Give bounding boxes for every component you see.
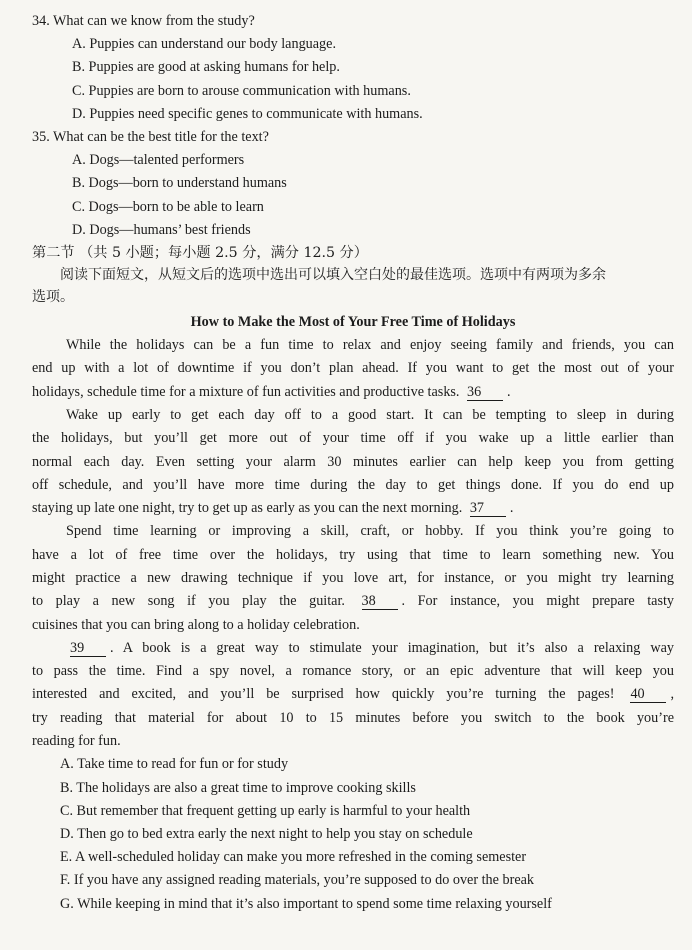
blank-39[interactable]: 39	[70, 640, 106, 657]
question-35-option-b[interactable]: B. Dogs—born to understand humans	[72, 175, 287, 192]
paragraph-line: holidays, schedule time for a mixture of fun activities and productive tasks. 36 .	[32, 383, 511, 400]
blank-36[interactable]: 36	[467, 384, 503, 401]
answer-option-g[interactable]: G. While keeping in mind that it’s also important to spend some time relaxing yourself	[60, 895, 552, 912]
question-34-option-a[interactable]: A. Puppies can understand our body language.	[72, 36, 336, 53]
blank-37[interactable]: 37	[470, 500, 506, 517]
section-instruction-line-2: 选项。	[32, 289, 74, 306]
question-34-stem: 34. What can we know from the study?	[32, 13, 255, 29]
paragraph-line: reading for fun.	[32, 733, 121, 750]
passage-title: How to Make the Most of Your Free Time of Holidays	[190, 314, 516, 331]
paragraph-line: While the holidays can be a fun time to relax and enjoy seeing family and friends, you can	[66, 337, 674, 354]
question-34-option-b[interactable]: B. Puppies are good at asking humans for help.	[72, 59, 340, 76]
answer-option-e[interactable]: E. A well-scheduled holiday can make you more refreshed in the coming semester	[60, 849, 527, 866]
paragraph-line: end up with a lot of downtime if you don’t plan ahead. If you want to get the most out of your	[32, 360, 674, 377]
question-34-option-c[interactable]: C. Puppies are born to arouse communication with humans.	[72, 82, 411, 99]
paragraph-line: might practice a new drawing technique if you love art, for instance, or you might try learning	[32, 570, 674, 586]
section-heading: 第二节 （共 5 小题；每小题 2.5 分，满分 12.5 分）	[32, 245, 368, 262]
paragraph-line: cuisines that you can bring along to a holiday celebration.	[32, 616, 360, 633]
answer-option-c[interactable]: C. But remember that frequent getting up early is harmful to your health	[60, 802, 471, 819]
answer-option-b[interactable]: B. The holidays are also a great time to improve cooking skills	[60, 779, 416, 796]
paragraph-line: staying up late one night, try to get up as early as you can the next morning. 37 .	[32, 500, 514, 517]
section-instruction-line-1: 阅读下面短文，从短文后的选项中选出可以填入空白处的最佳选项。选项中有两项为多余	[60, 267, 606, 284]
paragraph-line: try reading that material for about 10 to 15 minutes before you switch to the book you’re	[32, 709, 674, 726]
paragraph-line: have a lot of free time over the holidays, try using that time to learn something new. You	[32, 546, 674, 563]
paragraph-line: interested and excited, and you’ll be surprised how quickly you’re turning the pages! 40 ,	[32, 686, 674, 703]
paragraph-line: off schedule, and you’ll have more time during the day to get things done. If you do end up	[32, 476, 674, 493]
question-34	[32, 10, 674, 126]
question-35-stem: 35. What can be the best title for the text?	[32, 129, 269, 146]
paragraph-line: to pass the time. Find a spy novel, a romance story, or an epic adventure that will keep you	[32, 663, 674, 680]
question-34-option-d[interactable]: D. Puppies need specific genes to communicate with humans.	[72, 105, 423, 122]
passage-paragraph-2	[32, 404, 674, 520]
question-35	[32, 126, 674, 242]
answer-option-d[interactable]: D. Then go to bed extra early the next night to help you stay on schedule	[60, 825, 473, 842]
blank-40[interactable]: 40	[630, 686, 666, 703]
passage-paragraph-4	[32, 637, 674, 753]
answer-option-f[interactable]: F. If you have any assigned reading materials, you’re supposed to do over the break	[60, 872, 535, 889]
question-35-option-c[interactable]: C. Dogs—born to be able to learn	[72, 198, 264, 215]
paragraph-line: Wake up early to get each day off to a good start. It can be tempting to sleep in during	[66, 406, 674, 423]
question-35-option-d[interactable]: D. Dogs—humans’ best friends	[72, 221, 251, 238]
paragraph-line: to play a new song if you play the guitar. 38 . For instance, you might prepare tasty	[32, 593, 675, 610]
passage-paragraph-3	[32, 520, 674, 636]
section-instruction	[32, 264, 674, 308]
paragraph-line: normal each day. Even setting your alarm 30 minutes earlier can help keep you from getting	[32, 453, 674, 470]
question-35-option-a[interactable]: A. Dogs—talented performers	[72, 152, 245, 169]
paragraph-line: Spend time learning or improving a skill, craft, or hobby. If you think you’re going to	[66, 523, 674, 540]
answer-options	[32, 753, 674, 915]
paragraph-line: the holidays, but you’ll get more out of your time off if you wake up a little earlier than	[32, 430, 674, 447]
blank-38[interactable]: 38	[362, 593, 398, 610]
answer-option-a[interactable]: A. Take time to read for fun or for study	[60, 756, 289, 773]
passage-paragraph-1	[32, 334, 674, 404]
paragraph-line: 39 . A book is a great way to stimulate your imagination, but it’s also a relaxing way	[70, 639, 674, 656]
